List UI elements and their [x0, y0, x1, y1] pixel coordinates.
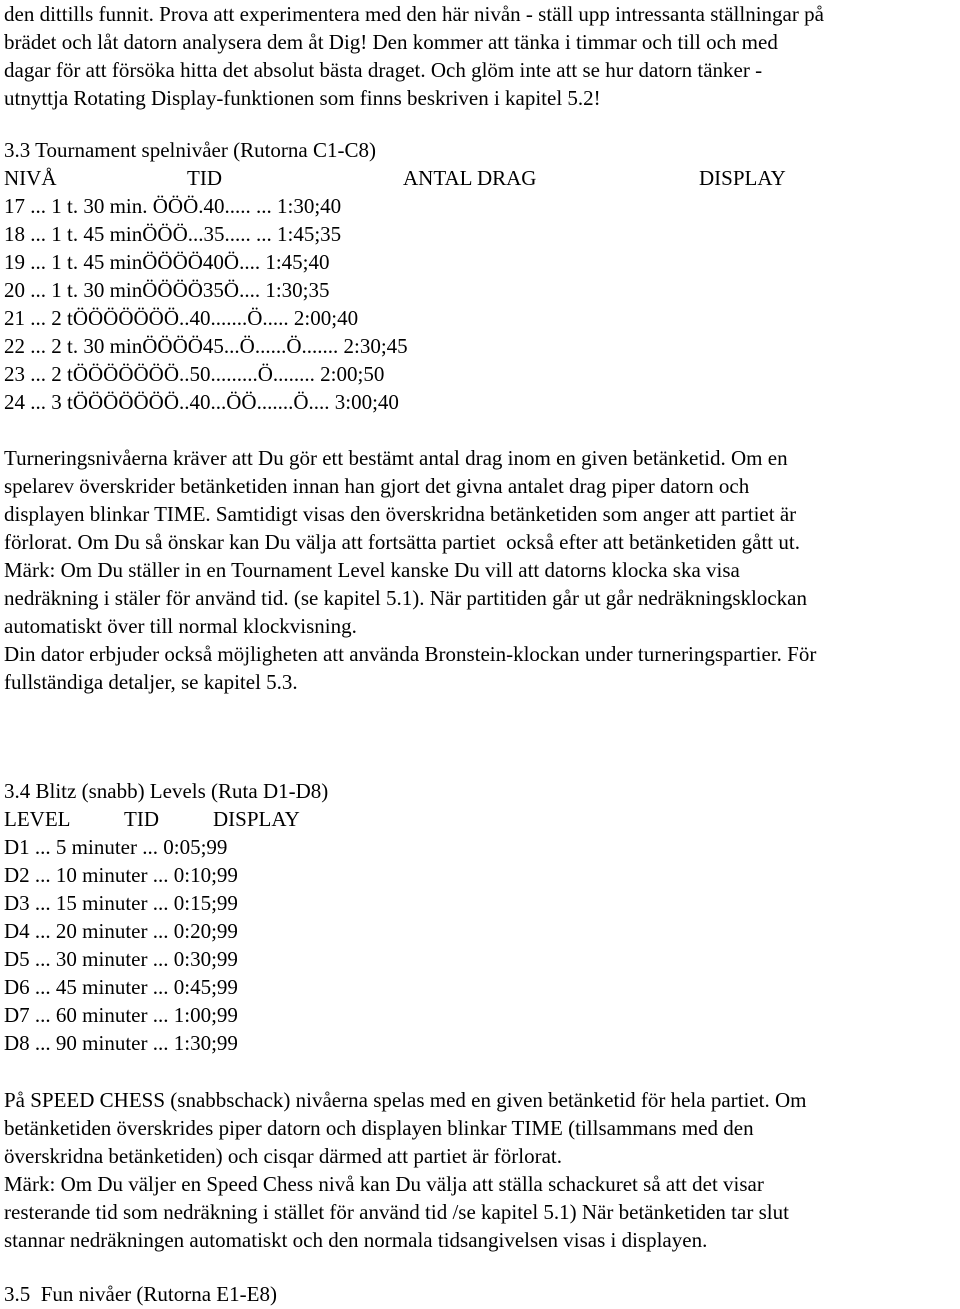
- table-row: 19 ... 1 t. 45 minÖÖÖÖ40Ö.... 1:45;40: [4, 250, 330, 274]
- fun-section: [4, 1280, 960, 1308]
- section-heading: 3.5 Fun nivåer (Rutorna E1-E8): [4, 1282, 277, 1306]
- text-line: Märk: Om Du väljer en Speed Chess nivå kan Du välja att ställa schackuret så att det visar: [4, 1172, 764, 1196]
- column-header-display: DISPLAY: [699, 166, 786, 190]
- text-line: displayen blinkar TIME. Samtidigt visas den överskridna betänketiden som anger att partiet är: [4, 502, 797, 526]
- table-row: 18 ... 1 t. 45 minÖÖÖ...35..... ... 1:45;35: [4, 222, 342, 246]
- table-row: D2 ... 10 minuter ... 0:10;99: [4, 863, 238, 887]
- table-header: [4, 164, 960, 192]
- column-header-display: DISPLAY: [213, 807, 300, 831]
- table-row: D4 ... 20 minuter ... 0:20;99: [4, 919, 238, 943]
- table-row: 21 ... 2 tÖÖÖÖÖÖÖ..40.......Ö..... 2:00;40: [4, 306, 359, 330]
- text-line: automatiskt över till normal klockvisning.: [4, 614, 357, 638]
- table-row: D8 ... 90 minuter ... 1:30;99: [4, 1031, 238, 1055]
- blitz-section: [4, 777, 960, 1057]
- column-header-moves: ANTAL DRAG: [403, 166, 537, 190]
- section-heading: 3.4 Blitz (snabb) Levels (Ruta D1-D8): [4, 779, 329, 803]
- table-row: D3 ... 15 minuter ... 0:15;99: [4, 891, 238, 915]
- text-line: den dittills funnit. Prova att experimentera med den här nivån - ställ upp intressanta ställningar på: [4, 2, 824, 26]
- table-row: D6 ... 45 minuter ... 0:45;99: [4, 975, 238, 999]
- table-header: [4, 805, 960, 833]
- table-row: 23 ... 2 tÖÖÖÖÖÖÖ..50.........Ö........ 2:00;50: [4, 362, 385, 386]
- text-line: spelarev överskrider betänketiden innan han gjort det givna antalet drag piper datorn och: [4, 474, 750, 498]
- tournament-section: [4, 136, 960, 416]
- table-row: 20 ... 1 t. 30 minÖÖÖÖ35Ö.... 1:30;35: [4, 278, 330, 302]
- text-line: Din dator erbjuder också möjligheten att använda Bronstein-klockan under turneringspartier. För: [4, 642, 817, 666]
- table-row: D7 ... 60 minuter ... 1:00;99: [4, 1003, 238, 1027]
- table-row: D5 ... 30 minuter ... 0:30;99: [4, 947, 238, 971]
- table-row: 22 ... 2 t. 30 minÖÖÖÖ45...Ö......Ö....... 2:30;45: [4, 334, 408, 358]
- text-line: utnyttja Rotating Display-funktionen som finns beskriven i kapitel 5.2!: [4, 86, 601, 110]
- column-header-level: LEVEL: [4, 807, 71, 831]
- table-row: 24 ... 3 tÖÖÖÖÖÖÖ..40...ÖÖ.......Ö.... 3:00;40: [4, 390, 399, 414]
- intro-paragraph: [4, 0, 960, 112]
- blitz-paragraph: [4, 1086, 960, 1254]
- text-line: fullständiga detaljer, se kapitel 5.3.: [4, 670, 298, 694]
- text-line: Turneringsnivåerna kräver att Du gör ett bestämt antal drag inom en given betänketid. Om en: [4, 446, 788, 470]
- text-line: förlorat. Om Du så önskar kan Du välja att fortsätta partiet också efter att betänketiden gått ut.: [4, 530, 800, 554]
- text-line: Märk: Om Du ställer in en Tournament Level kanske Du vill att datorns klocka ska visa: [4, 558, 740, 582]
- text-line: dagar för att försöka hitta det absolut bästa draget. Och glöm inte att se hur datorn tänker -: [4, 58, 763, 82]
- text-line: På SPEED CHESS (snabbschack) nivåerna spelas med en given betänketid för hela partiet. Om: [4, 1088, 807, 1112]
- text-line: betänketiden överskrides piper datorn och displayen blinkar TIME (tillsammans med den: [4, 1116, 754, 1140]
- text-line: brädet och låt datorn analysera dem åt Dig! Den kommer att tänka i timmar och till och med: [4, 30, 778, 54]
- text-line: nedräkning i stäler för använd tid. (se kapitel 5.1). När partitiden går ut går nedräkningsklockan: [4, 586, 807, 610]
- column-header-time: TID: [124, 807, 159, 831]
- text-line: stannar nedräkningen automatiskt och den normala tidsangivelsen visas i displayen.: [4, 1228, 708, 1252]
- text-line: överskridna betänketiden) och cisqar därmed att partiet är förlorat.: [4, 1144, 563, 1168]
- text-line: resterande tid som nedräkning i stället för använd tid /se kapitel 5.1) När betänketiden tar slut: [4, 1200, 789, 1224]
- column-header-level: NIVÅ: [4, 166, 57, 190]
- table-row: 17 ... 1 t. 30 min. ÖÖÖ.40..... ... 1:30;40: [4, 194, 342, 218]
- section-heading: 3.3 Tournament spelnivåer (Rutorna C1-C8): [4, 138, 376, 162]
- column-header-time: TID: [187, 166, 222, 190]
- table-row: D1 ... 5 minuter ... 0:05;99: [4, 835, 228, 859]
- tournament-paragraph: [4, 444, 960, 696]
